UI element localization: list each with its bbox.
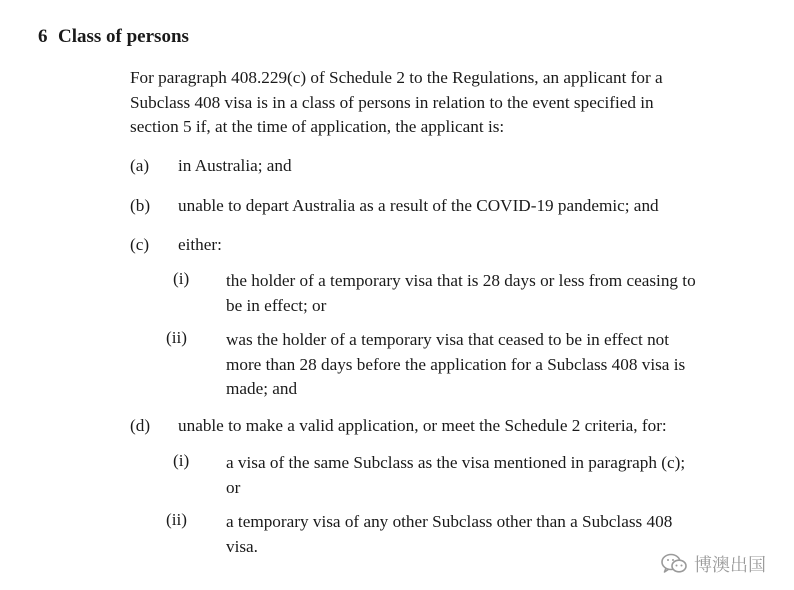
intro-paragraph	[130, 66, 663, 140]
item-c-ii-text	[226, 328, 685, 402]
item-d-label: (d)	[130, 416, 151, 435]
section-heading	[38, 26, 189, 48]
item-d-ii-label: (ii)	[166, 510, 187, 529]
item-c-ii-label: (ii)	[166, 328, 187, 347]
item-c-text: either:	[178, 235, 222, 254]
section-number: 6	[38, 26, 48, 47]
watermark	[660, 551, 766, 577]
watermark-text: 博澳出国	[694, 555, 766, 576]
section-title: Class of persons	[58, 26, 189, 47]
item-c-ii-line: more than 28 days before the application for a Subclass 408 visa is	[226, 354, 686, 374]
item-c-i-label: (i)	[173, 269, 190, 288]
item-d-i-label: (i)	[173, 451, 190, 470]
item-b-label: (b)	[130, 196, 151, 215]
item-d-i-line: a visa of the same Subclass as the visa mentioned in paragraph (c);	[226, 453, 686, 472]
item-c-ii-line: made; and	[226, 379, 298, 398]
intro-line: For paragraph 408.229(c) of Schedule 2 to the Regulations, an applicant for a	[130, 68, 663, 87]
item-a-text: in Australia; and	[178, 156, 292, 175]
item-d-ii-line: visa.	[226, 536, 258, 556]
item-d-i-line: or	[226, 477, 241, 497]
item-c-i-line: be in effect; or	[226, 295, 327, 315]
item-a-label: (a)	[130, 156, 150, 175]
item-c-i-text	[226, 269, 696, 318]
item-d-ii-text	[226, 510, 672, 559]
item-c-ii-line: was the holder of a temporary visa that ceased to be in effect not	[226, 330, 670, 349]
intro-line: section 5 if, at the time of application, the applicant is:	[130, 117, 505, 136]
item-d-text: unable to make a valid application, or meet the Schedule 2 criteria, for:	[178, 416, 667, 435]
wechat-icon	[660, 552, 688, 576]
item-c-label: (c)	[130, 235, 150, 254]
item-d-i-text	[226, 451, 685, 500]
intro-line: Subclass 408 visa is in a class of persons in relation to the event specified in	[130, 92, 654, 112]
item-b-text: unable to depart Australia as a result of the COVID-19 pandemic; and	[178, 196, 659, 215]
item-c-i-line: the holder of a temporary visa that is 28 days or less from ceasing to	[226, 271, 696, 290]
item-d-ii-line: a temporary visa of any other Subclass other than a Subclass 408	[226, 512, 673, 531]
